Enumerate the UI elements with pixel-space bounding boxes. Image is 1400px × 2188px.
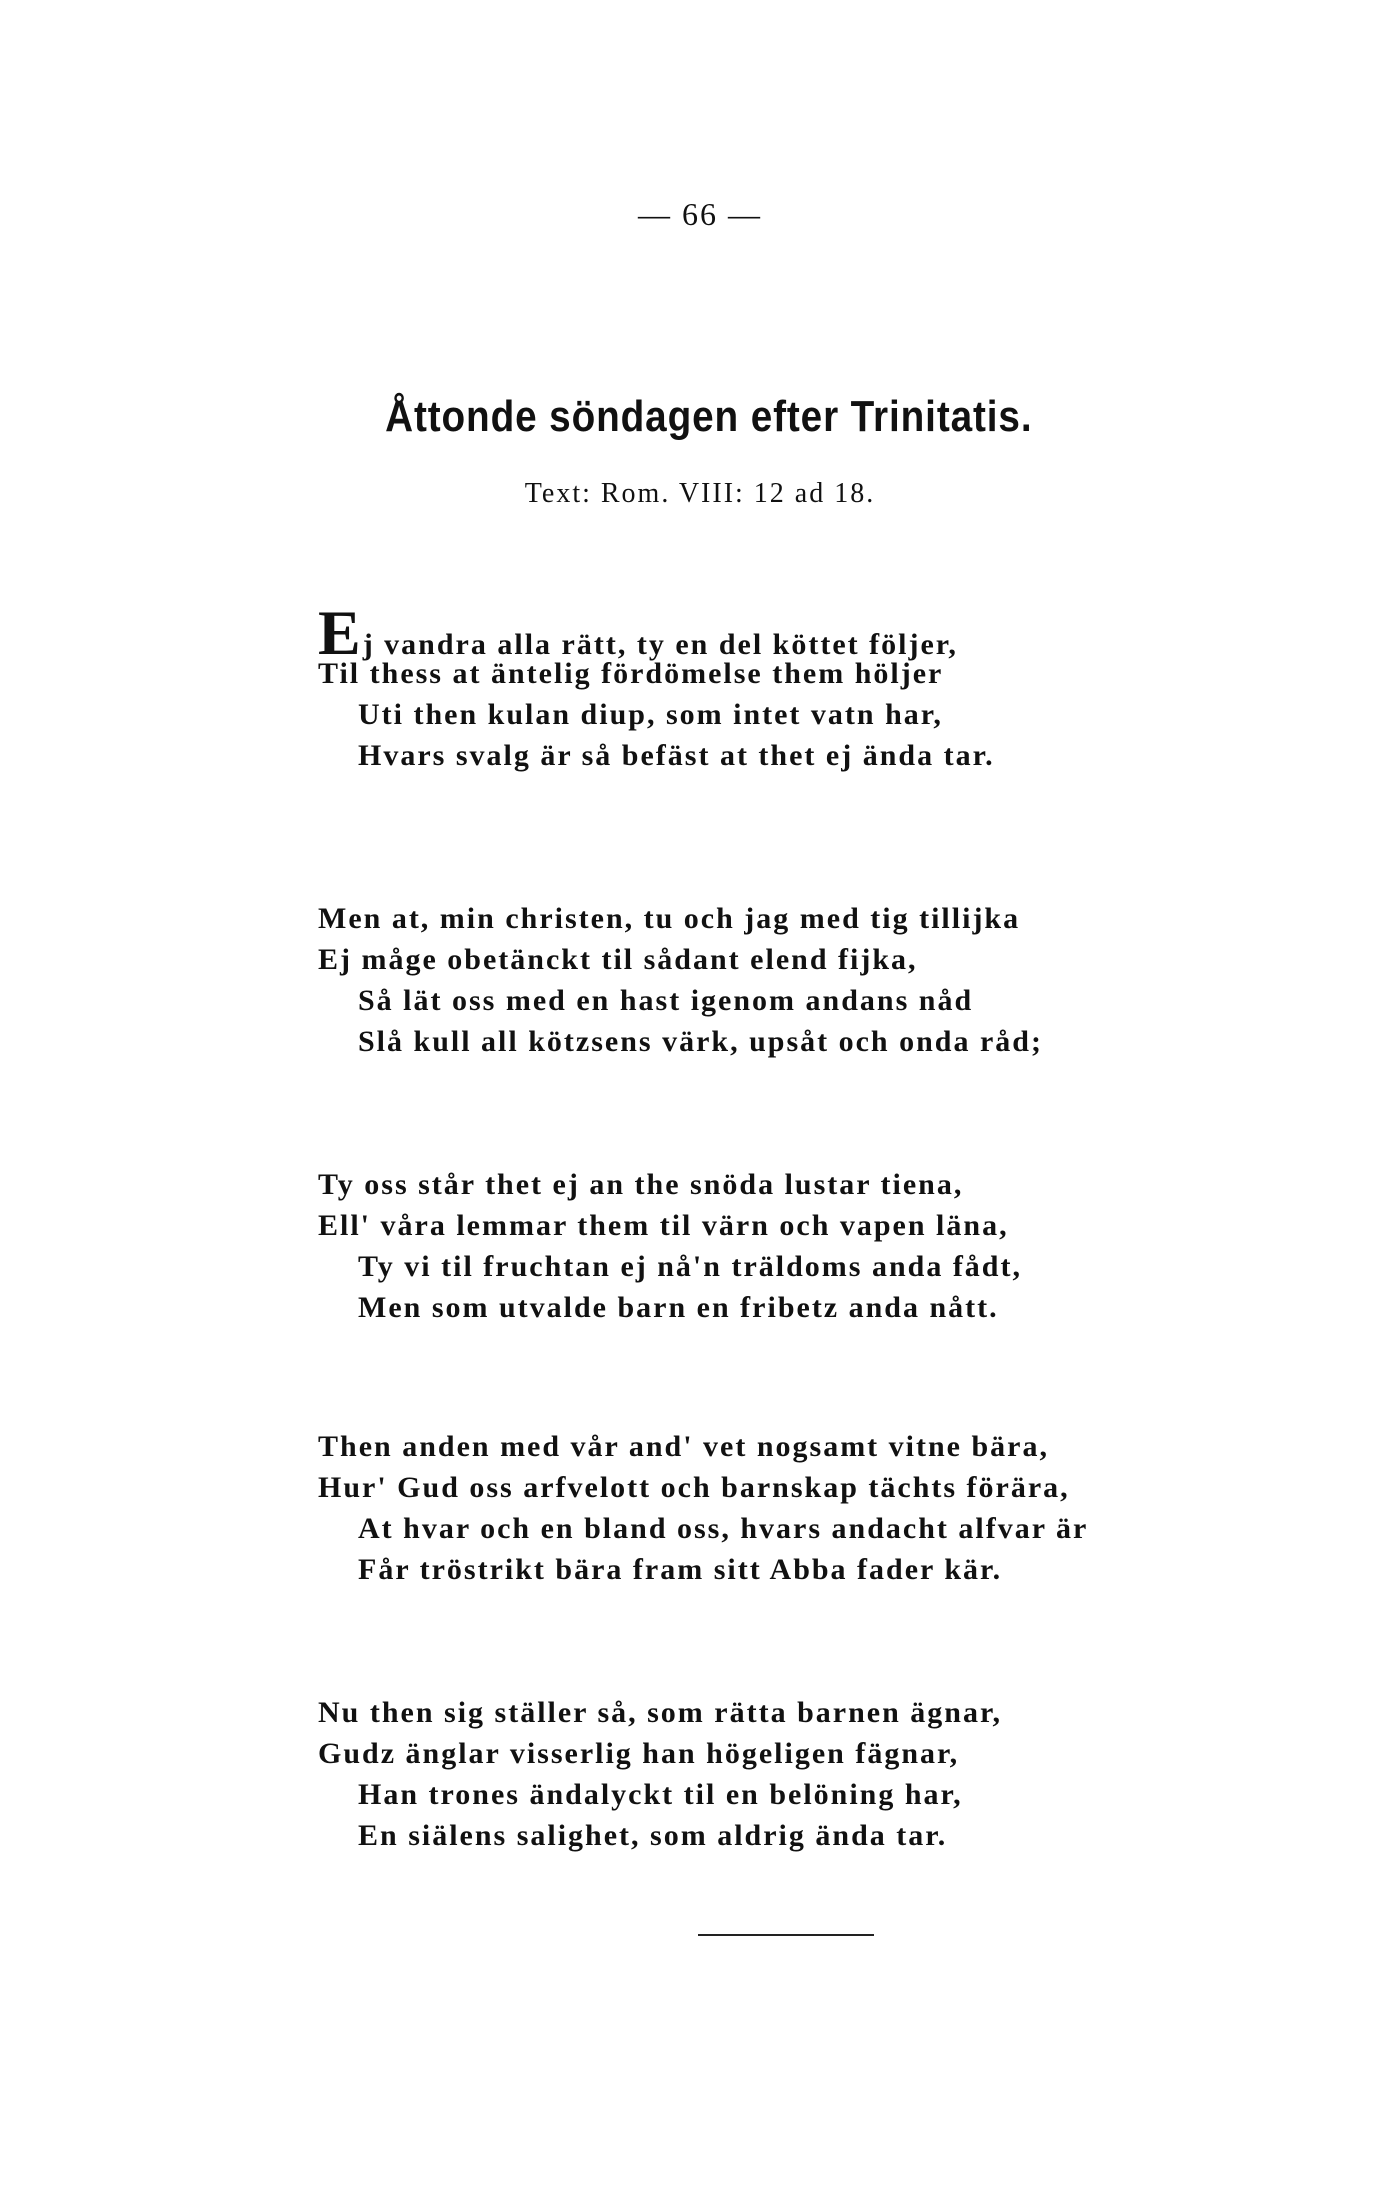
stanza-line: Slå kull all kötzsens värk, upsåt och onda råd;	[358, 1025, 1043, 1058]
stanza-line: Men som utvalde barn en fribetz anda nått.	[358, 1291, 999, 1324]
stanza-line: Nu then sig ställer så, som rätta barnen ägnar,	[318, 1696, 1003, 1729]
stanza-2	[318, 898, 1318, 1062]
stanza-line: Ej måge obetänckt til sådant elend fijka,	[318, 943, 918, 976]
stanza-line: Uti then kulan diup, som intet vatn har,	[358, 698, 943, 731]
stanza-4	[318, 1426, 1318, 1590]
stanza-line: Til thess at äntelig fördömelse them höljer	[318, 657, 944, 690]
stanza-line: Hvars svalg är så befäst at thet ej ända tar.	[358, 739, 995, 772]
stanza-line: Får tröstrikt bära fram sitt Abba fader kär.	[358, 1553, 1003, 1586]
stanza-line: Men at, min christen, tu och jag med tig tillijka	[318, 902, 1021, 935]
stanza-line: Ty oss står thet ej an the snöda lustar tiena,	[318, 1168, 964, 1201]
text-reference: Text: Rom. VIII: 12 ad 18.	[524, 478, 876, 509]
stanza-5	[318, 1692, 1318, 1856]
stanza-line: Ell' våra lemmar them til värn och vapen läna,	[318, 1209, 1009, 1242]
stanza-line: Ty vi til fruchtan ej nå'n träldoms anda fådt,	[358, 1250, 1022, 1283]
stanza-line: Then anden med vår and' vet nogsamt vitne bära,	[318, 1430, 1050, 1463]
stanza-line: Han trones ändalyckt til en belöning har,	[358, 1778, 963, 1811]
stanza-1	[318, 597, 1318, 776]
stanza-line: En siälens salighet, som aldrig ända tar.	[358, 1819, 948, 1852]
stanza-line: Så lät oss med en hast igenom andans nåd	[358, 984, 974, 1017]
end-rule	[698, 1934, 874, 1936]
stanza-line: Gudz änglar visserlig han högeligen fägnar,	[318, 1737, 960, 1770]
drop-cap: E	[318, 597, 363, 668]
stanza-line	[318, 597, 1318, 668]
stanza-3	[318, 1164, 1318, 1328]
page-title: Åttonde söndagen efter Trinitatis.	[385, 392, 1033, 441]
stanza-line: Hur' Gud oss arfvelott och barnskap tächts förära,	[318, 1471, 1070, 1504]
stanza-line: At hvar och en bland oss, hvars andacht alfvar är	[358, 1512, 1089, 1545]
page-number: — 66 —	[638, 196, 762, 232]
stanza-line-text: j vandra alla rätt, ty en del köttet följer,	[362, 628, 958, 661]
